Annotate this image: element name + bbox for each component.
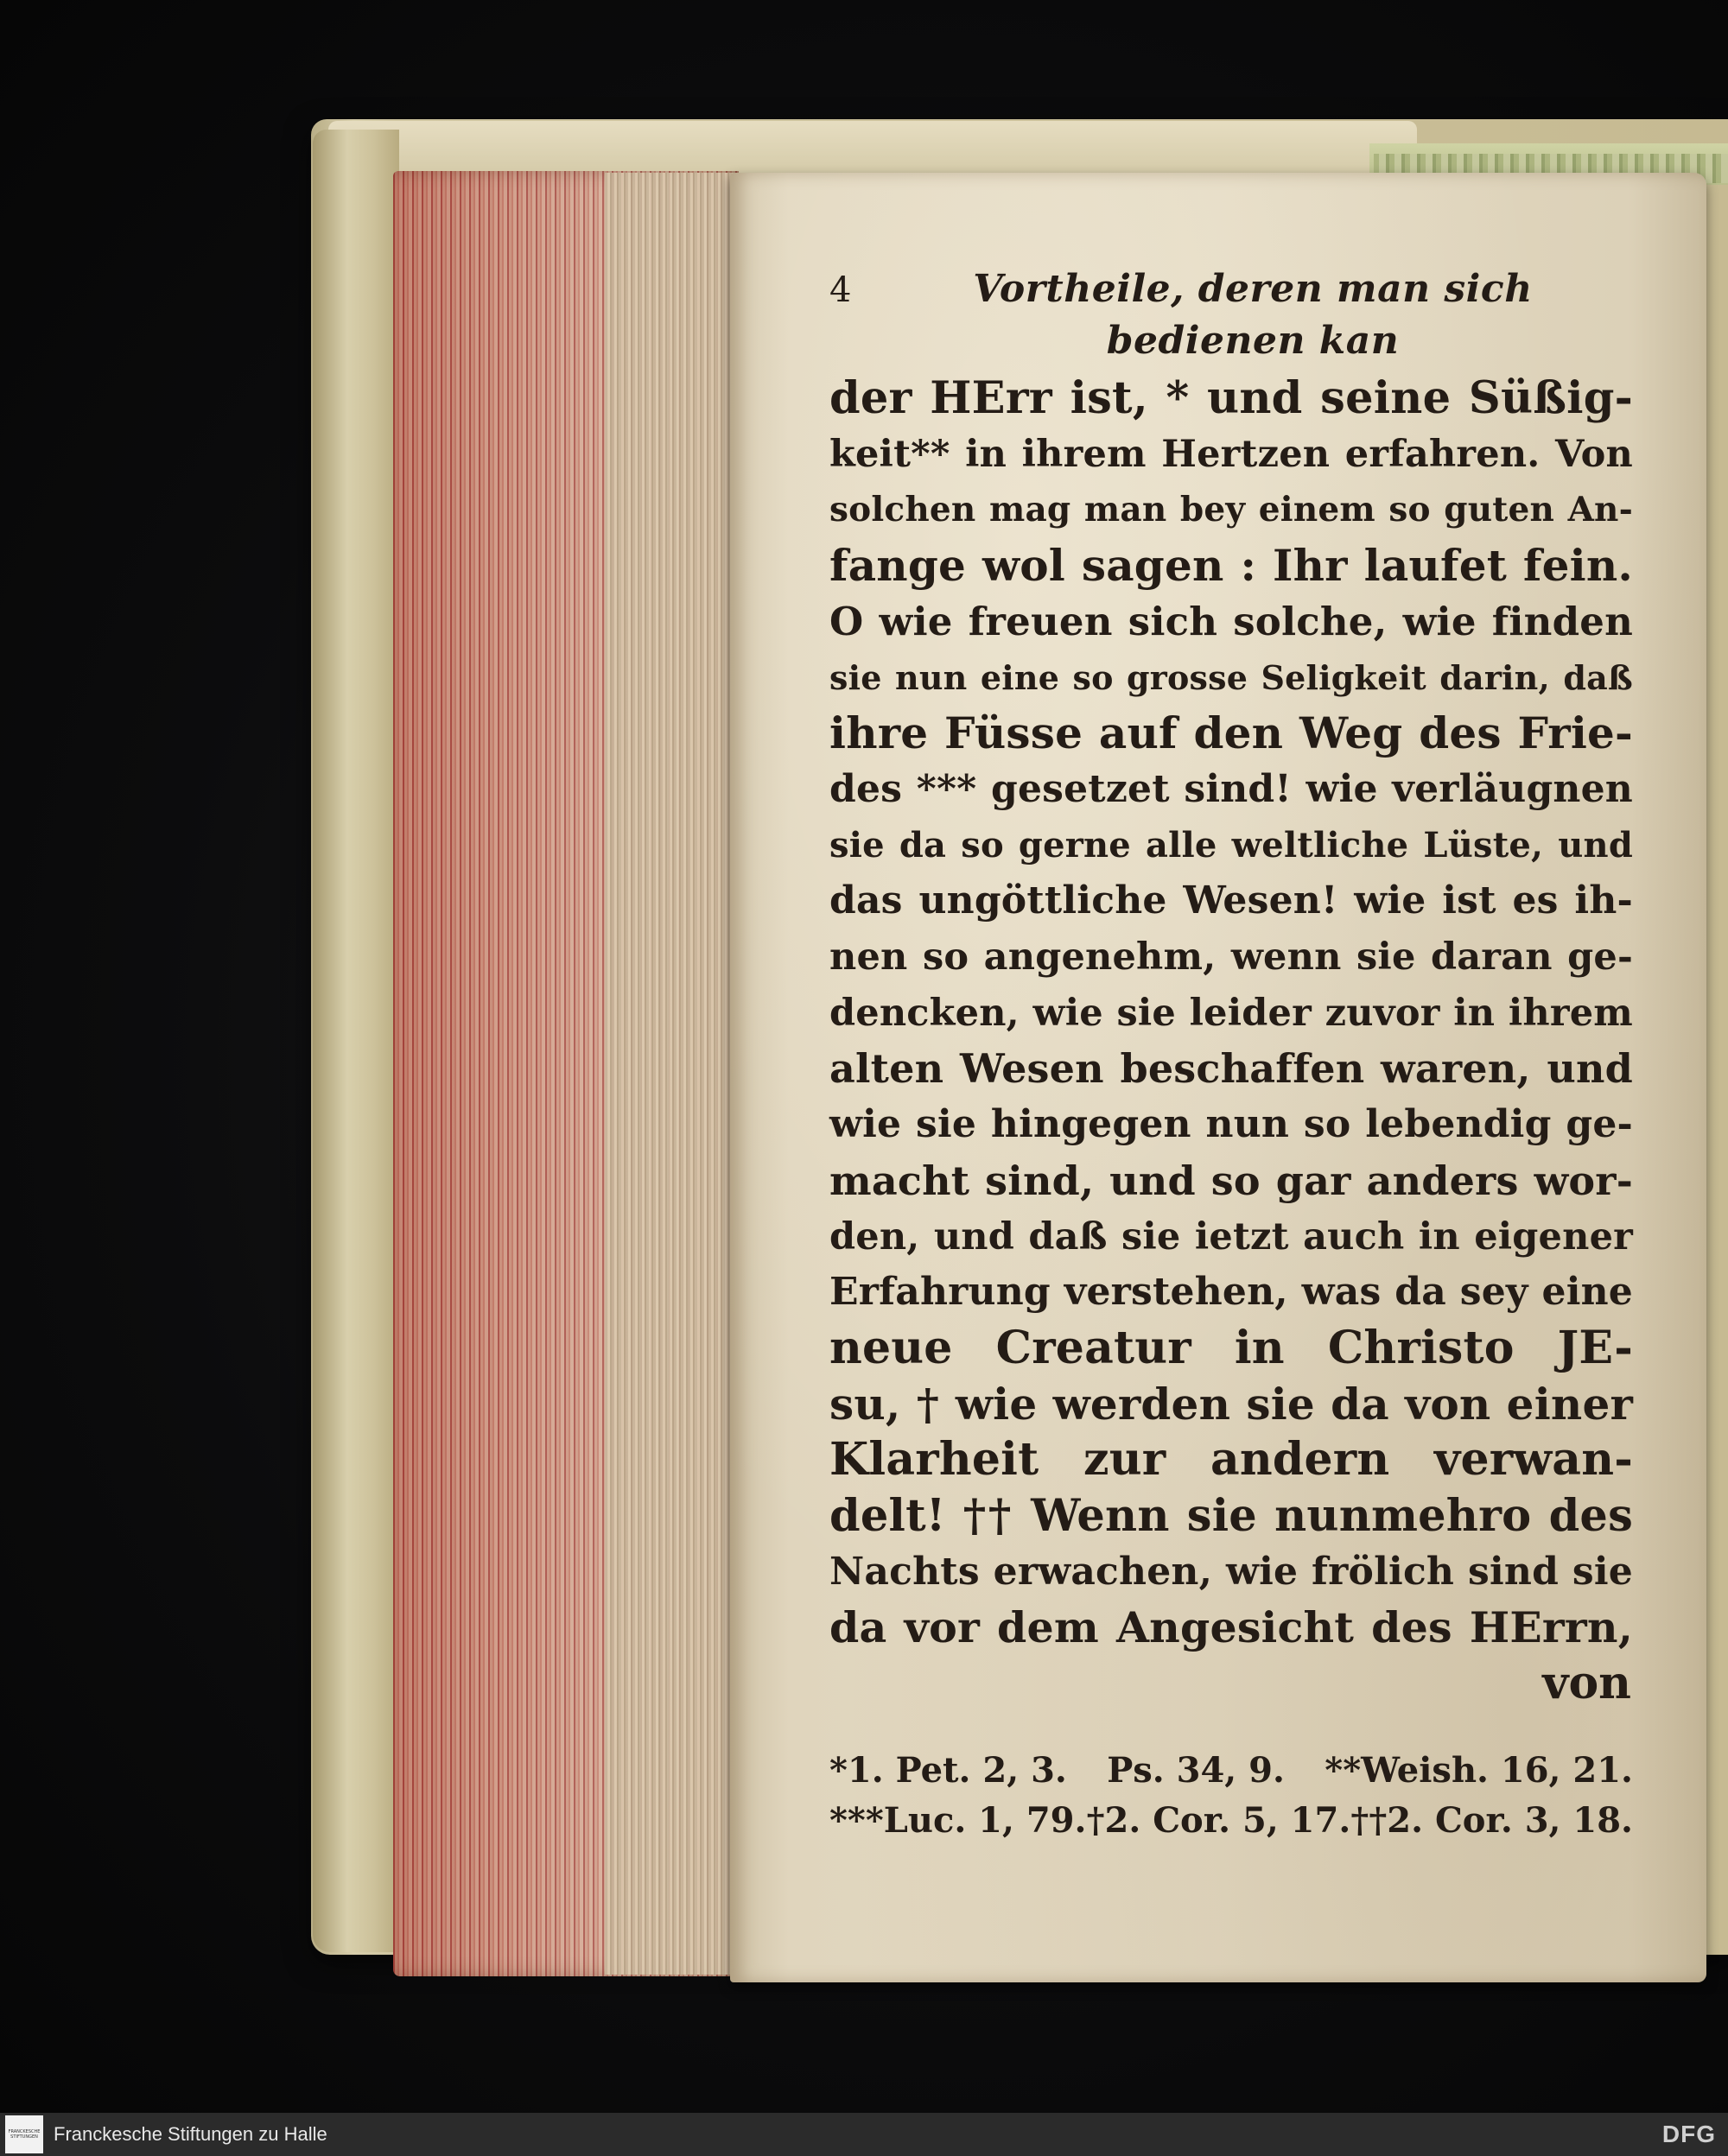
dfg-logo: DFG [1661,2121,1716,2147]
text-line: su, † wie werden sie da von einer [829,1378,1633,1430]
text-line: solchen mag man bey einem so guten An- [829,490,1633,530]
cover-top-edge [328,121,1417,176]
footer-bar [0,2113,1728,2156]
text-line: dencken, wie sie leider zuvor in ihrem [829,991,1633,1035]
page-edges-inner [605,173,743,1975]
footnote-reference: **Weish. 16, 21. [1325,1750,1633,1791]
page-text-block [829,263,1633,1846]
catchword: von [1542,1657,1631,1710]
text-line: neue Creatur in Christo JE- [829,1321,1633,1374]
footnote-reference: †2. Cor. 5, 17. [1086,1800,1351,1842]
text-line: da vor dem Angesicht des HErrn, [829,1602,1633,1653]
running-title: Vortheile, deren man sich bedienen kan [973,267,1533,363]
running-head [829,263,1633,367]
footnote-reference: ***Luc. 1, 79. [829,1800,1087,1842]
institution-name: Franckesche Stiftungen zu Halle [54,2123,327,2145]
footnote-reference: ††2. Cor. 3, 18. [1350,1800,1633,1842]
text-line: Erfahrung verstehen, was da sey eine [829,1270,1633,1315]
footnotes [829,1746,1633,1846]
text-line: der HErr ist, * und seine Süßig- [829,372,1633,424]
footnote-reference: Ps. 34, 9. [1107,1750,1285,1791]
text-line: fange wol sagen : Ihr laufet fein. [829,540,1633,592]
footnote-row [829,1746,1633,1796]
text-line: macht sind, und so gar anders wor- [829,1157,1633,1204]
text-line: den, und daß sie ietzt auch in eigener [829,1214,1633,1259]
text-line: Klarheit zur andern verwan- [829,1433,1633,1487]
text-line: nen so angenehm, wenn sie daran ge- [829,935,1633,980]
text-line: wie sie hingegen nun so lebendig ge- [829,1102,1633,1147]
book-spine [313,130,399,1952]
book-page [730,173,1706,1982]
text-line: ihre Füsse auf den Weg des Frie- [829,707,1633,759]
logo-text: FRANCKESCHE STIFTUNGEN [8,2129,41,2140]
footnote-reference: *1. Pet. 2, 3. [829,1750,1067,1791]
institution-logo [5,2115,43,2153]
text-line: des *** gesetzet sind! wie verläugnen [829,766,1633,811]
text-line: keit** in ihrem Hertzen erfahren. Von [829,432,1633,476]
page-number: 4 [829,270,852,310]
text-line: O wie freuen sich solche, wie finden [829,598,1633,644]
text-line: sie nun eine so grosse Seligkeit darin, daß [829,657,1633,697]
text-line: das ungöttliche Wesen! wie ist es ih- [829,878,1633,923]
footnote-row [829,1796,1633,1846]
text-line: sie da so gerne alle weltliche Lüste, und [829,824,1633,866]
text-line: delt! †† Wenn sie nunmehro des [829,1490,1633,1543]
text-line: Nachts erwachen, wie frölich sind sie [829,1549,1633,1594]
text-line: alten Wesen beschaffen waren, und [829,1045,1633,1093]
body-text [829,371,1633,1656]
